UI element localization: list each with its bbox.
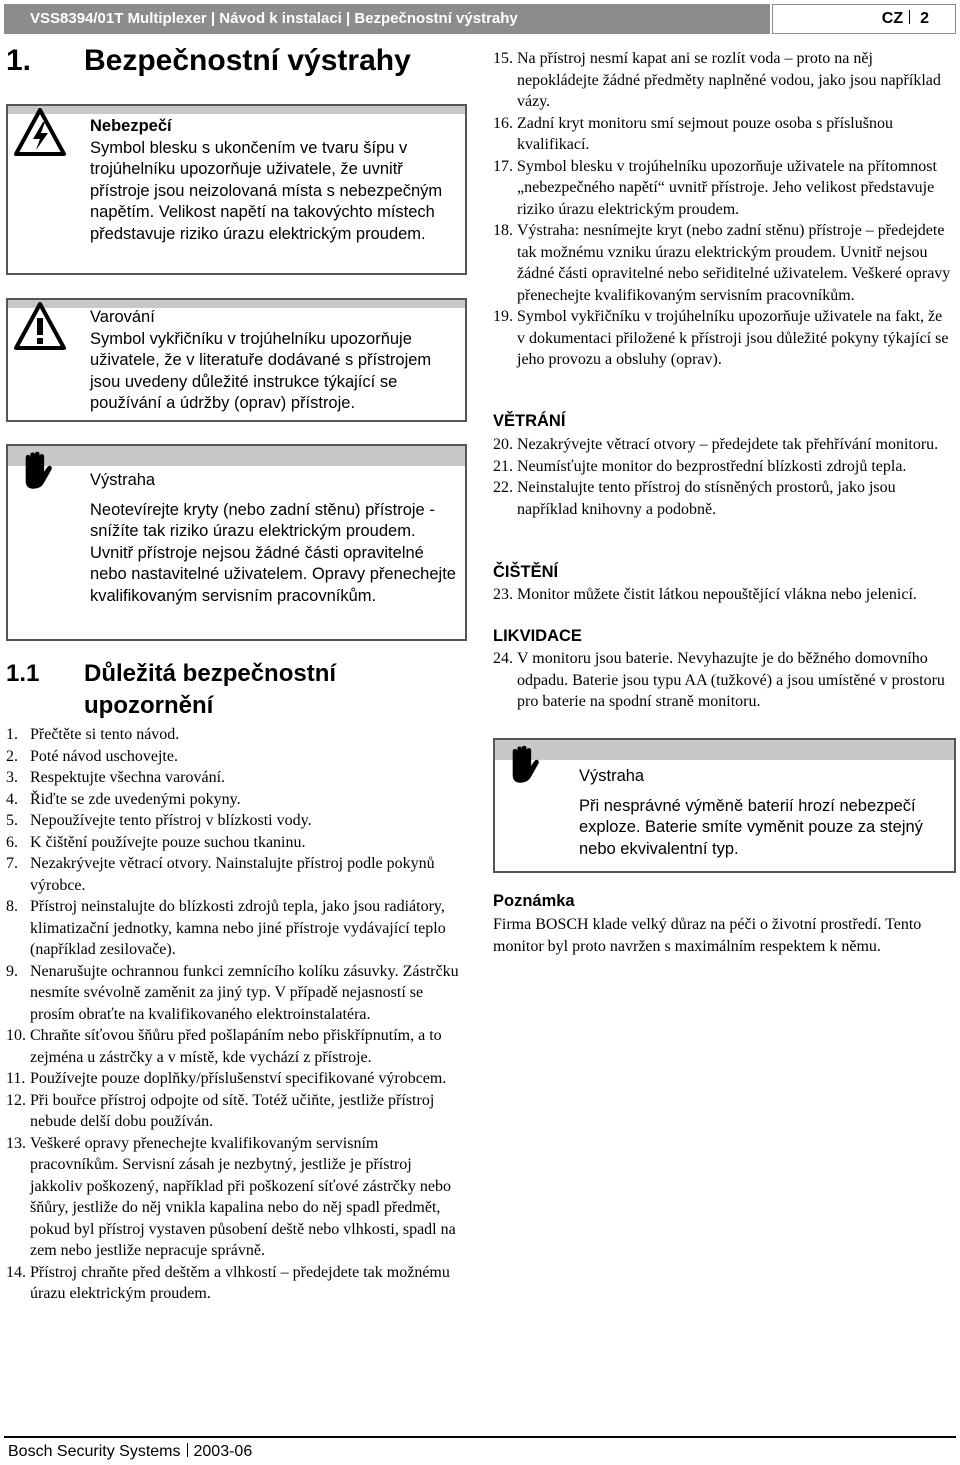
list-item xyxy=(6,961,464,1026)
list-item-text: Veškeré opravy přenechejte kvalifikovaným servisním pracovníkům. Servisní zásah je nezbytný, jestliže je přístroj jakkoliv poškozený, například při poškození síťové zástrčky nebo šňůry, jestliže do něj vnikla kapalina nebo do něj spadl předmět, pokud byl přístroj vystaven působení deště nebo vlhkosti, spadl na zem nebo jestliže nepracuje správně. xyxy=(30,1134,456,1259)
list-item xyxy=(6,789,464,811)
header-separator xyxy=(909,10,910,24)
disposal-heading: LIKVIDACE xyxy=(493,627,582,645)
cleaning-heading: ČIŠTĚNÍ xyxy=(493,563,559,581)
list-item-text: K čištění používejte pouze suchou tkaninu. xyxy=(30,833,306,851)
caution-text: Neotevírejte kryty (nebo zadní stěnu) přístroje - snížíte tak riziko úrazu elektrickým proudem. Uvnitř přístroje nejsou žádné části opravitelné nebo nastavitelné uživatelem. Opravy přenechejte kvalifikovaným servisním pracovníkům. xyxy=(90,500,456,605)
subsection-heading xyxy=(6,658,336,722)
list-item-number: 22. xyxy=(493,479,513,496)
list-item xyxy=(6,853,464,896)
exclamation-triangle-icon xyxy=(14,302,66,352)
list-item-number: 23. xyxy=(493,586,513,603)
list-item-text: Nezakrývejte větrací otvory. Nainstalujte přístroj podle pokynů výrobce. xyxy=(30,855,435,894)
battery-caution-text: Při nesprávné výměně baterií hrozí nebezpečí exploze. Baterie smíte vyměnit pouze za stejný nebo ekvivalentní typ. xyxy=(579,796,923,858)
section-number: 1. xyxy=(6,44,32,77)
list-item xyxy=(493,477,953,520)
footer-separator xyxy=(187,1443,188,1457)
list-item-number: 20. xyxy=(493,436,513,453)
list-item-number: 15. xyxy=(493,50,513,67)
caution-box-content xyxy=(90,470,457,607)
list-item xyxy=(493,48,953,113)
battery-box-content xyxy=(579,766,946,860)
list-item xyxy=(493,156,953,221)
list-item-number: 19. xyxy=(493,308,513,325)
list-item-number: 6. xyxy=(6,833,18,851)
subsection-title-line1: Důležitá bezpečnostní xyxy=(84,660,337,687)
list-item-text: V monitoru jsou baterie. Nevyhazujte je do běžného domovního odpadu. Baterie jsou typu AA (tužkové) a jsou umístěné v prostoru pro baterie na spodní straně monitoru. xyxy=(517,650,945,710)
ventilation-list xyxy=(493,434,953,520)
note-text: Firma BOSCH klade velký důraz na péči o životní prostředí. Tento monitor byl proto navržen s maximálním respektem k němu. xyxy=(493,916,922,955)
list-item-text: Výstraha: nesnímejte kryt (nebo zadní stěnu) přístroje – předejdete tak možnému vzniku úrazu elektrickým proudem. Uvnitř nejsou žádné části opravitelné nebo seřiditelné uživatelem. Veškeré opravy přenechejte kvalifikovaným servisním pracovníkům. xyxy=(517,222,951,304)
warning-box xyxy=(6,298,467,422)
ventilation-heading: VĚTRÁNÍ xyxy=(493,412,566,430)
list-item-text: Přístroj neinstalujte do blízkosti zdrojů tepla, jako jsou radiátory, klimatizační jednotky, kamna nebo jiné přístroje vydávající teplo (například zesilovače). xyxy=(30,898,446,958)
list-item-number: 7. xyxy=(6,855,18,872)
list-item-text: Nenarušujte ochrannou funkci zemnícího kolíku zásuvky. Zástrčku nesmíte svévolně zaměnit za jiný typ. V případě nejasností se prosím obraťte na kvalifikovaného elektroinstalatéra. xyxy=(30,962,459,1023)
disposal-list xyxy=(493,648,948,713)
list-item-text: Používejte pouze doplňky/příslušenství specifikované výrobcem. xyxy=(30,1070,447,1087)
section-heading xyxy=(6,44,411,78)
section-title: Bezpečnostní výstrahy xyxy=(84,44,411,77)
list-item xyxy=(493,584,957,606)
warning-label: Varování xyxy=(90,308,155,326)
safety-list-right xyxy=(493,48,953,371)
list-item-number: 3. xyxy=(6,769,18,786)
list-item-number: 18. xyxy=(493,222,513,239)
danger-text: Symbol blesku s ukončením ve tvaru šípu v trojúhelníku upozorňuje uživatele, že uvnitř přístroje jsou neizolovaná místa s nebezpečným napětím. Velikost napětí na takovýchto místech představuje riziko úrazu elektrickým proudem. xyxy=(90,138,443,243)
list-item-text: Monitor můžete čistit látkou nepouštějící vlákna nebo jelenicí. xyxy=(517,586,917,603)
list-item xyxy=(6,746,464,768)
list-item-text: Nepoužívejte tento přístroj v blízkosti vody. xyxy=(30,812,312,829)
list-item-number: 14. xyxy=(6,1263,26,1281)
note-heading: Poznámka xyxy=(493,892,575,910)
header-lang: CZ xyxy=(881,10,904,27)
list-item xyxy=(493,456,953,478)
list-item xyxy=(493,648,948,713)
list-item xyxy=(6,724,464,746)
list-item-text: Při bouřce přístroj odpojte od sítě. Totéž učiňte, jestliže přístroj nebude delší dobu používán. xyxy=(30,1091,435,1130)
subsection-number: 1.1 xyxy=(6,660,40,687)
battery-caution-box xyxy=(493,738,956,873)
caution-label: Výstraha xyxy=(90,471,156,489)
list-item-text: Poté návod uschovejte. xyxy=(30,747,178,765)
page-footer xyxy=(8,1443,252,1461)
list-item-text: Nezakrývejte větrací otvory – předejdete tak přehřívání monitoru. xyxy=(517,436,939,453)
danger-label: Nebezpečí xyxy=(90,117,172,135)
danger-box-content xyxy=(90,116,457,245)
list-item-number: 17. xyxy=(493,157,513,175)
warning-box-content xyxy=(90,307,457,415)
list-item xyxy=(6,810,464,832)
footer-company: Bosch Security Systems xyxy=(8,1443,181,1460)
list-item-number: 24. xyxy=(493,650,513,667)
list-item-number: 13. xyxy=(6,1134,26,1152)
header-title: VSS8394/01T Multiplexer | Návod k instalaci | Bezpečnostní výstrahy xyxy=(4,4,770,34)
list-item-text: Symbol blesku v trojúhelníku upozorňuje uživatele na přítomnost „nebezpečného napětí“ uvnitř přístroje. Jeho velikost představuje riziko úrazu elektrickým proudem. xyxy=(517,157,937,218)
list-item-number: 2. xyxy=(6,747,18,765)
footer-rule xyxy=(4,1436,956,1438)
list-item-text: Chraňte síťovou šňůru před pošlapáním nebo přiskřípnutím, a to zejména u zástrčky a v místě, kde vychází z přístroje. xyxy=(30,1027,442,1066)
list-item xyxy=(493,434,953,456)
list-item-text: Zadní kryt monitoru smí sejmout pouze osoba s příslušnou kvalifikací. xyxy=(517,114,893,153)
list-item-number: 5. xyxy=(6,812,18,829)
header-page-number: 2 xyxy=(920,10,929,27)
footer-date: 2003-06 xyxy=(193,1443,253,1460)
list-item-text: Řiďte se zde uvedenými pokyny. xyxy=(30,790,241,808)
battery-caution-label: Výstraha xyxy=(579,767,645,785)
warning-text: Symbol vykřičníku v trojúhelníku upozorňuje uživatele, že v literatuře dodávané s přístrojem jsou uvedeny důležité instrukce týkající se používání a údržby (oprav) přístroje. xyxy=(90,329,432,412)
list-item-number: 11. xyxy=(6,1070,26,1087)
list-item xyxy=(6,1133,464,1262)
list-item-text: Přístroj chraňte před deštěm a vlhkostí – předejdete tak možnému úrazu elektrickým proudem. xyxy=(30,1263,450,1302)
lightning-triangle-icon xyxy=(14,108,66,158)
danger-box xyxy=(6,104,467,275)
list-item xyxy=(493,113,953,156)
caution-box xyxy=(6,444,467,641)
hand-stop-icon xyxy=(18,448,58,494)
list-item-text: Na přístroj nesmí kapat ani se rozlít voda – proto na něj nepokládejte žádné předměty naplněné vodou, jako jsou například vázy. xyxy=(517,50,941,110)
page-header xyxy=(0,4,958,34)
list-item-number: 10. xyxy=(6,1027,26,1044)
list-item-number: 12. xyxy=(6,1091,26,1109)
list-item-number: 8. xyxy=(6,898,18,915)
list-item xyxy=(6,896,464,961)
list-item-text: Neinstalujte tento přístroj do stísněných prostorů, jako jsou například knihovny a podobně. xyxy=(517,479,896,518)
list-item-number: 16. xyxy=(493,114,513,132)
box-title-bar xyxy=(8,446,465,466)
list-item-text: Respektujte všechna varování. xyxy=(30,769,226,786)
box-title-bar xyxy=(8,106,465,114)
list-item xyxy=(6,767,464,789)
list-item-text: Symbol vykřičníku v trojúhelníku upozorňuje uživatele na fakt, že v dokumentaci přiložené k přístroji jsou důležité pokyny týkající se jeho provozu a obsluhy (oprav). xyxy=(517,308,949,368)
cleaning-list xyxy=(493,584,957,606)
hand-stop-icon xyxy=(505,742,545,788)
list-item xyxy=(493,306,953,371)
list-item xyxy=(6,1262,464,1305)
list-item xyxy=(6,1025,464,1068)
list-item-number: 21. xyxy=(493,457,513,475)
list-item-text: Neumísťujte monitor do bezprostřední blízkosti zdrojů tepla. xyxy=(517,457,907,475)
list-item xyxy=(493,220,953,306)
list-item-number: 1. xyxy=(6,726,18,743)
safety-list-left xyxy=(6,724,464,1305)
box-title-bar xyxy=(495,740,954,760)
header-page-info xyxy=(772,4,956,34)
list-item-text: Přečtěte si tento návod. xyxy=(30,726,180,743)
list-item-number: 4. xyxy=(6,790,18,808)
list-item xyxy=(6,832,464,854)
subsection-title-line2: upozornění xyxy=(84,692,214,719)
list-item xyxy=(6,1090,464,1133)
list-item xyxy=(6,1068,464,1090)
list-item-number: 9. xyxy=(6,962,18,980)
